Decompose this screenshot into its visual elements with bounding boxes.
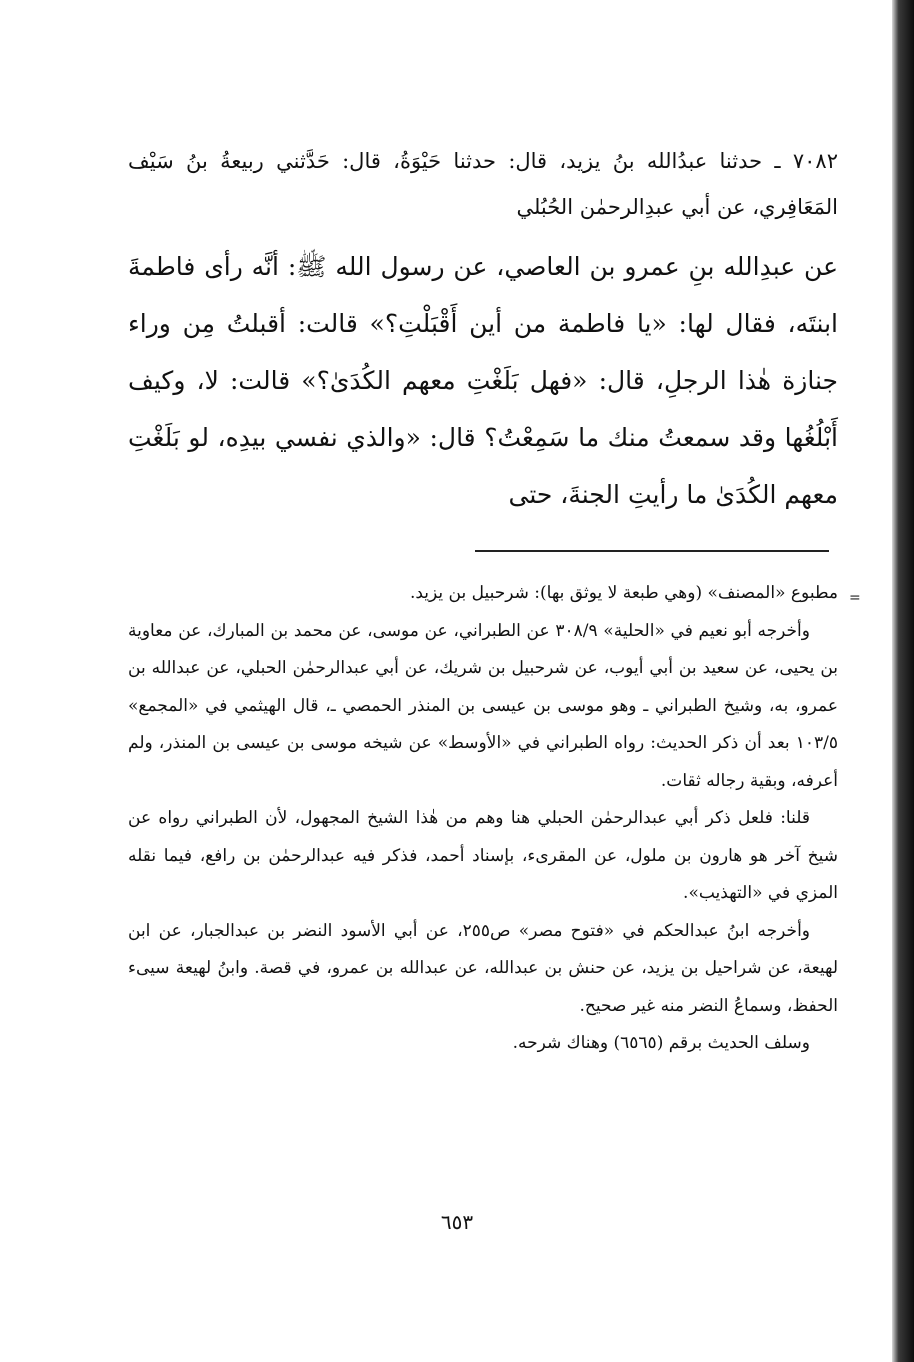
footnote-paragraph: قلنا: فلعل ذكر أبي عبدالرحمٰن الحبلي هنا وهم من هٰذا الشيخ المجهول، لأن الطبراني رواه عن شيخ آخر هو هارون بن ملول، عن المقرىء، بإسناد أحمد، فذكر فيه عبدالرحمٰن بن رافع، فيما نقله المزي في «التهذيب». (128, 808, 838, 903)
footnote-separator (475, 550, 829, 552)
footnote-paragraph: وسلف الحديث برقم (٦٥٦٥) وهناك شرحه. (512, 1033, 810, 1053)
page-number: ٦٥٣ (440, 1210, 474, 1234)
footnote-continuation-mark: = (849, 590, 861, 606)
footnote-paragraph: وأخرجه أبو نعيم في «الحلية» ٣٠٨/٩ عن الطبراني، عن موسى، عن محمد بن المبارك، عن معاوية بن يحيى، عن سعيد بن أبي أيوب، عن شرحبيل بن شريك، عن أبي عبدالرحمٰن الحبلي، عن عبدالله بن عمرو، به، وشيخ الطبراني ـ وهو موسى بن عيسى بن المنذر الحمصي ـ، قال الهيثمي في «المجمع» ١٠٣/٥ بعد أن ذكر الحديث: رواه الطبراني في «الأوسط» عن شيخه موسى بن عيسى بن المنذر، ولم أعرفه، وبقية رجاله ثقات. (128, 620, 838, 791)
hadith-body (128, 138, 838, 523)
footnote-paragraph: مطبوع «المصنف» (وهي طبعة لا يوثق بها): شرحبيل بن يزيد. (409, 583, 838, 603)
page-binding-edge (892, 0, 914, 1362)
footnote-paragraph: وأخرجه ابنُ عبدالحكم في «فتوح مصر» ص٢٥٥، عن أبي الأسود النضر بن عبدالجبار، عن ابن لهيعة، عن شراحيل بن يزيد، عن حنش بن عبدالله، عن عبدالله بن عمرو، في قصة. وابنُ لهيعة سيىء الحفظ، وسماعُ النضر منه غير صحيح. (128, 920, 838, 1016)
footnotes (128, 575, 838, 1063)
hadith-matn: عن عبدِالله بنِ عمرو بن العاصي، عن رسول الله ﷺ: أنَّه رأى فاطمةَ ابنتَه، فقال لها: «يا فاطمة من أين أَقْبَلْتِ؟» قالت: أقبلتُ مِن وراء جنازة هٰذا الرجلِ، قال: «فهل بَلَغْتِ معهم الكُدَىٰ؟» قالت: لا، وكيف أَبْلُغُها وقد سمعتُ منك ما سَمِعْتُ؟ قال: «والذي نفسي بيدِه، لو بَلَغْتِ معهم الكُدَىٰ ما رأيتِ الجنةَ، حتى (128, 252, 838, 509)
hadith-isnad: ٧٠٨٢ ـ حدثنا عبدُالله بنُ يزيد، قال: حدثنا حَيْوَةُ، قال: حَدَّثني ربيعةُ بنُ سَيْف المَعَافِري، عن أبي عبدِالرحمٰن الحُبُلي (128, 149, 838, 219)
